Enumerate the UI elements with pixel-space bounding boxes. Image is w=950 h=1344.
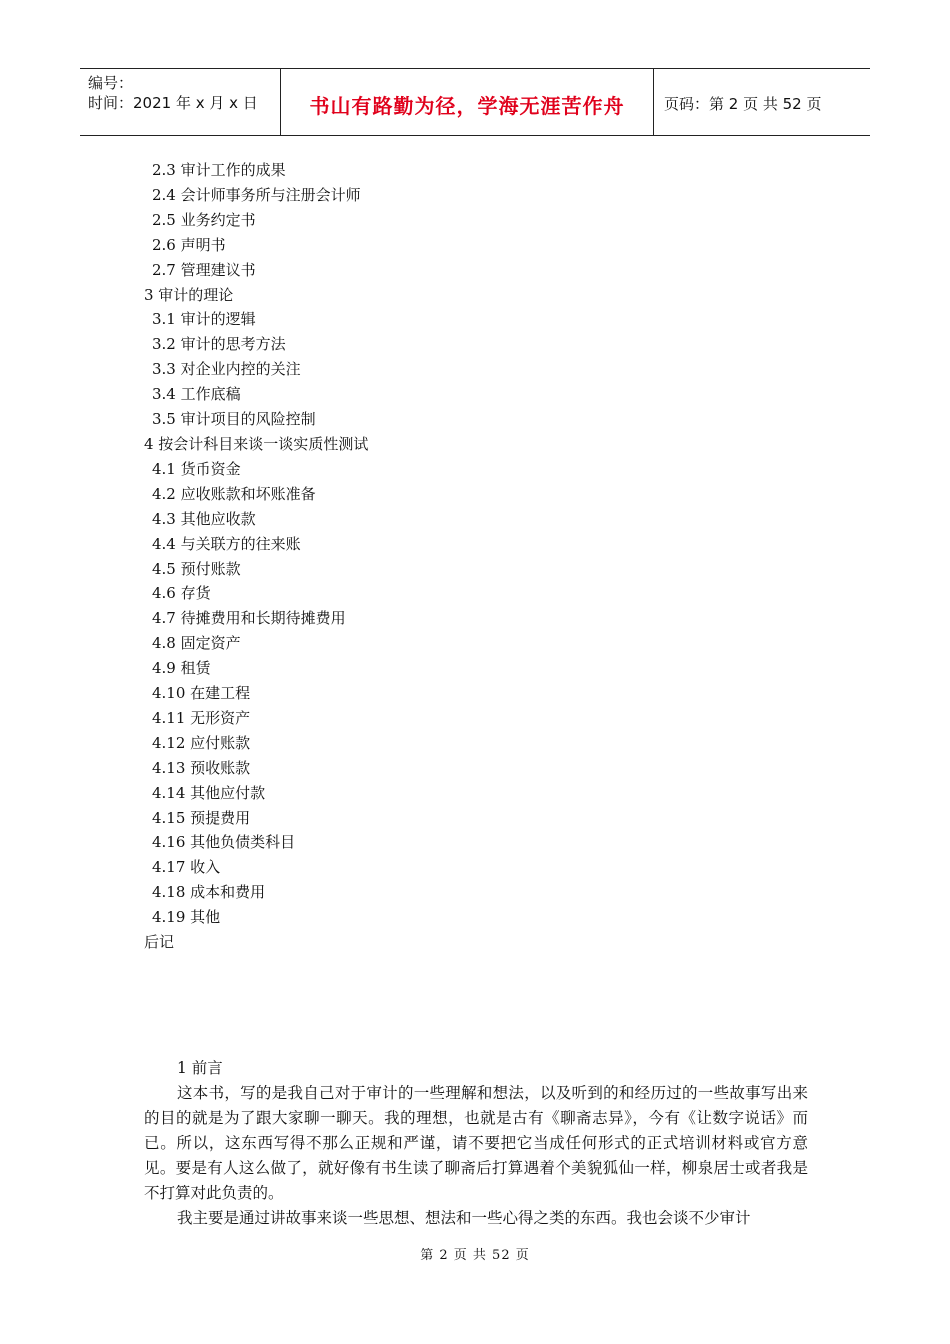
toc-section: 2.6 声明书 [152, 235, 226, 254]
toc-section: 4.2 应收账款和坏账准备 [152, 484, 316, 503]
toc-section: 2.5 业务约定书 [152, 210, 256, 229]
header-meta [80, 69, 281, 135]
section-body [144, 1056, 808, 1231]
toc-section: 3.1 审计的逻辑 [152, 310, 256, 329]
toc-section: 3.2 审计的思考方法 [152, 335, 286, 354]
toc-section: 4.17 收入 [152, 858, 221, 877]
toc-section: 4.15 预提费用 [152, 808, 251, 827]
toc-section: 4.4 与关联方的往来账 [152, 534, 301, 553]
toc-section: 4.7 待摊费用和长期待摊费用 [152, 609, 346, 628]
toc-section: 4.13 预收账款 [152, 758, 251, 777]
toc-section: 4.11 无形资产 [152, 708, 251, 727]
toc-section: 4.3 其他应收款 [152, 509, 256, 528]
section-heading: 1 前言 [177, 1059, 223, 1077]
toc-section: 4.1 货币资金 [152, 459, 241, 478]
body-paragraph: 我主要是通过讲故事来谈一些思想、想法和一些心得之类的东西。我也会谈不少审计 [177, 1209, 751, 1227]
header-page-info: 页码：第 2 页 共 52 页 [664, 94, 822, 113]
toc-section: 2.7 管理建议书 [152, 260, 256, 279]
toc-section: 4.14 其他应付款 [152, 783, 266, 802]
toc-section: 4.6 存货 [152, 584, 211, 603]
document-date-label: 时间：2021 年 x 月 x 日 [88, 94, 258, 112]
page-footer: 第 2 页 共 52 页 [420, 1248, 530, 1263]
toc-section: 3.3 对企业内控的关注 [152, 360, 301, 379]
toc-section: 2.3 审计工作的成果 [152, 161, 286, 179]
toc-chapter: 3 审计的理论 [144, 285, 234, 304]
toc-chapter: 4 按会计科目来谈一谈实质性测试 [144, 434, 369, 453]
toc-section: 4.9 租赁 [152, 659, 211, 678]
toc-section: 2.4 会计师事务所与注册会计师 [152, 185, 361, 204]
toc-section: 4.18 成本和费用 [152, 883, 266, 902]
table-of-contents [144, 158, 368, 955]
toc-section: 4.12 应付账款 [152, 733, 251, 752]
toc-section: 3.4 工作底稿 [152, 385, 241, 404]
toc-section: 4.8 固定资产 [152, 634, 241, 653]
toc-section: 4.19 其他 [152, 908, 221, 927]
toc-section: 4.16 其他负债类科目 [152, 833, 296, 852]
toc-section: 3.5 审计项目的风险控制 [152, 410, 316, 429]
body-paragraph: 这本书，写的是我自己对于审计的一些理解和想法，以及听到的和经历过的一些故事写出来的目的就是为了跟大家聊一聊天。我的理想，也就是古有《聊斋志异》，今有《让数字说话》而已。所以，这东西写得不那么正规和严谨，请不要把它当成任何形式的正式培训材料或官方意见。要是有人这么做了，就好像有书生读了聊斋后打算遇着个美貌狐仙一样，柳泉居士或者我是不打算对此负责的。 [144, 1084, 808, 1202]
toc-chapter: 后记 [144, 933, 175, 952]
document-number-label: 编号： [88, 74, 134, 92]
header-motto: 书山有路勤为径，学海无涯苦作舟 [281, 69, 654, 135]
page-header [80, 68, 870, 136]
toc-section: 4.10 在建工程 [152, 684, 251, 703]
toc-section: 4.5 预付账款 [152, 559, 241, 578]
